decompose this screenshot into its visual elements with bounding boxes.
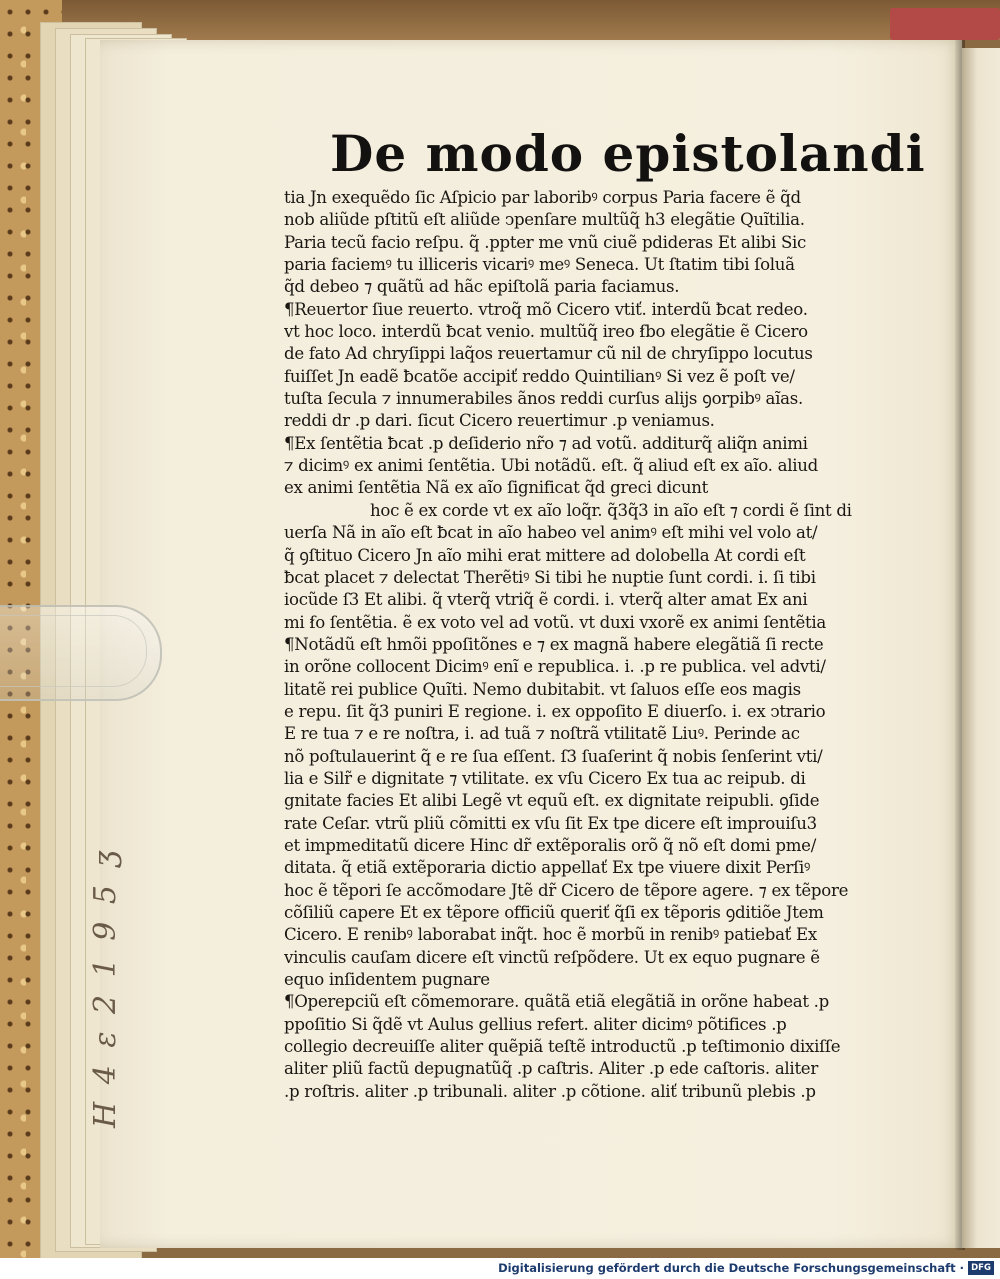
text-line: lia e Silr̃ e dignitate ⁊ vtilitate. ex vſu Cicero Ex tua ac reipub. di: [284, 768, 806, 788]
text-line: vt hoc loco. interdũ ƀcat venio. multũq̃ ireo ẜbo elegãtie ẽ Cicero: [284, 322, 808, 342]
text-line: reddi dr .p dari. ſicut Cicero reuertimur .p veniamus.: [284, 411, 715, 431]
text-line: hoc ẽ ex corde vt ex aĩo loq̃r. q̃3q̃3 in aĩo eſt ⁊ cordi ẽ ſint di: [370, 500, 852, 520]
text-line: e repu. ſit q̃3 puniri E regione. i. ex oppoſito E diuerſo. i. ex ↄtrario: [284, 701, 826, 721]
text-line: fuiſſet Jn eadẽ ƀcatõe accipiť reddo Quintilianꝰ Si vez ẽ poſt ve/: [284, 366, 795, 386]
text-line: ⁊ dicimꝰ ex animi ſentẽtia. Ubi notãdũ. eſt. q̃ aliud eſt ex aĩo. aliud: [284, 456, 818, 476]
text-line: ppoſitio Si q̃dẽ vt Aulus gellius refert. aliter dicimꝰ põtifices .p: [284, 1014, 787, 1034]
text-line: litatẽ rei publice Quĩti. Nemo dubitabit. vt ſaluos eſſe eos magis: [284, 679, 801, 699]
text-line: uerſa Nã in aĩo eſt ƀcat in aĩo habeo vel animꝰ eſt mihi vel volo at/: [284, 523, 818, 543]
text-line: ditata. q̃ etiã extẽporaria dictio appellať Ex tpe viuere dixit Perſiꝰ: [284, 858, 810, 878]
text-line: nõ poſtulauerint q̃ e re ſua eſſent. ſ3 ſuaſerint q̃ nobis ſenſerint vti/: [284, 746, 823, 766]
text-line: in orõne collocent Dicimꝰ enĩ e republica. i. .p re publica. vel advti/: [284, 657, 826, 677]
book-cover-top: [62, 0, 1000, 40]
text-line: cõſiliũ capere Et ex tẽpore officiũ queriť q̃ſi ex tẽporis ꝯditiõe Jtem: [284, 903, 824, 922]
text-line: collegio decreuiſſe aliter quẽpiã teſtẽ introductũ .p teſtimonio dixiſſe: [284, 1037, 841, 1057]
red-spine-label: [890, 8, 1000, 40]
text-line: vinculis cauſam dicere eſt vinctũ reſpõdere. Ut ex equo pugnare ẽ: [284, 947, 820, 967]
footer-bar: [0, 1258, 1000, 1279]
text-line: q̃d debeo ⁊ quãtũ ad hãc epiſtolã paria faciamus.: [284, 277, 680, 297]
text-line: et impmeditatũ dicere Hinc dr̃ extẽporalis orõ q̃ nõ eſt domi pme/: [284, 835, 816, 855]
text-line: iocũde ſ3 Et alibi. q̃ vterq̃ vtriq̃ ẽ cordi. i. vterq̃ alter amat Ex ani: [284, 590, 808, 610]
text-line: ƀcat placet ⁊ delectat Therẽtiꝰ Si tibi he nuptie ſunt cordi. i. ſi tibi: [284, 567, 816, 587]
dfg-logo-icon: DFG: [968, 1261, 994, 1275]
text-line: mi ẜo ſentẽtia. ẽ ex voto vel ad votũ. vt duxi vxorẽ ex animi ſentẽtia: [284, 612, 826, 632]
text-line: ¶Ex ſentẽtia ƀcat .p deſiderio nr̃o ⁊ ad votũ. additurq̃ aliq̃n animi: [284, 433, 808, 453]
text-line: ex animi ſentẽtia Nã ex aĩo ſignificat q̃d greci dicunt: [284, 478, 709, 498]
text-line: gnitate facies Et alibi Legẽ vt equũ eſt. ex dignitate reipubli. ꝯſide: [284, 791, 820, 811]
text-line: nob aliũde pſtitũ eſt aliũde ↄpenſare multũq̃ h3 elegãtie Quĩtilia.: [284, 210, 805, 230]
text-line: equo inſidentem pugnare: [284, 970, 490, 990]
text-line: aliter pliũ factũ depugnatũq̃ .p caſtris. Aliter .p ede caſtoris. aliter: [284, 1059, 818, 1079]
text-line: E re tua ⁊ e re noſtra, i. ad tuã ⁊ noſtrã vtilitatẽ Liuꝰ. Perinde ac: [284, 724, 800, 744]
page-title: De modo epistolandi: [330, 124, 926, 183]
body-text: [284, 187, 864, 1103]
text-line: hoc ẽ tẽpori ſe accõmodare Jtẽ dr̃ Cicero de tẽpore agere. ⁊ ex tẽpore: [284, 880, 849, 900]
funding-credit: Digitalisierung gefördert durch die Deutsche Forschungsgemeinschaft ·: [498, 1261, 964, 1275]
handwritten-shelf-mark: H 4 ɛ 2 1 9 5 ʒ: [88, 846, 123, 1128]
text-line: Paria tecũ facio reſpu. q̃ .ppter me vnũ ciuẽ pdideras Et alibi Sic: [284, 232, 807, 252]
plastic-page-clip-inner: [0, 615, 147, 687]
text-line: tia Jn exequẽdo ſic Aſpicio par laboribꝰ corpus Paria facere ẽ q̃d: [284, 188, 801, 207]
text-line: ¶Operepciũ eſt cõmemorare. quãtã etiã elegãtiã in orõne habeat .p: [284, 992, 829, 1012]
text-line: .p roſtris. aliter .p tribunali. aliter .p cõtione. aliť tribunũ plebis .p: [284, 1081, 816, 1101]
text-line: q̃ ꝯſtituo Cicero Jn aĩo mihi erat mittere ad dolobella At cordi eſt: [284, 545, 806, 565]
text-line: de fato Ad chryſippi laq̃os reuertamur cũ nil de chryſippo locutus: [284, 344, 813, 364]
text-line: Cicero. E renibꝰ laborabat inq̃t. hoc ẽ morbũ in renibꝰ patiebať Ex: [284, 925, 817, 945]
text-line: tuſta ſecula ⁊ innumerabiles ãnos reddi curſus alijs ꝯorpibꝰ aĩas.: [284, 389, 803, 409]
text-line: ¶Reuertor ſiue reuerto. vtroq̃ mõ Cicero vtiť. interdũ ƀcat redeo.: [284, 299, 808, 319]
facing-page-edge: [962, 48, 1000, 1248]
text-line: rate Ceſar. vtrũ pliũ cõmitti ex vſu ſit Ex tpe dicere eſt improuiſu3: [284, 813, 817, 833]
text-line: paria faciemꝰ tu illiceris vicariꝰ meꝰ Seneca. Ut ſtatim tibi ſoluã: [284, 255, 795, 275]
text-line: ¶Notãdũ eſt hmõi ppoſitõnes e ⁊ ex magnã habere elegãtiã ſi recte: [284, 634, 824, 654]
